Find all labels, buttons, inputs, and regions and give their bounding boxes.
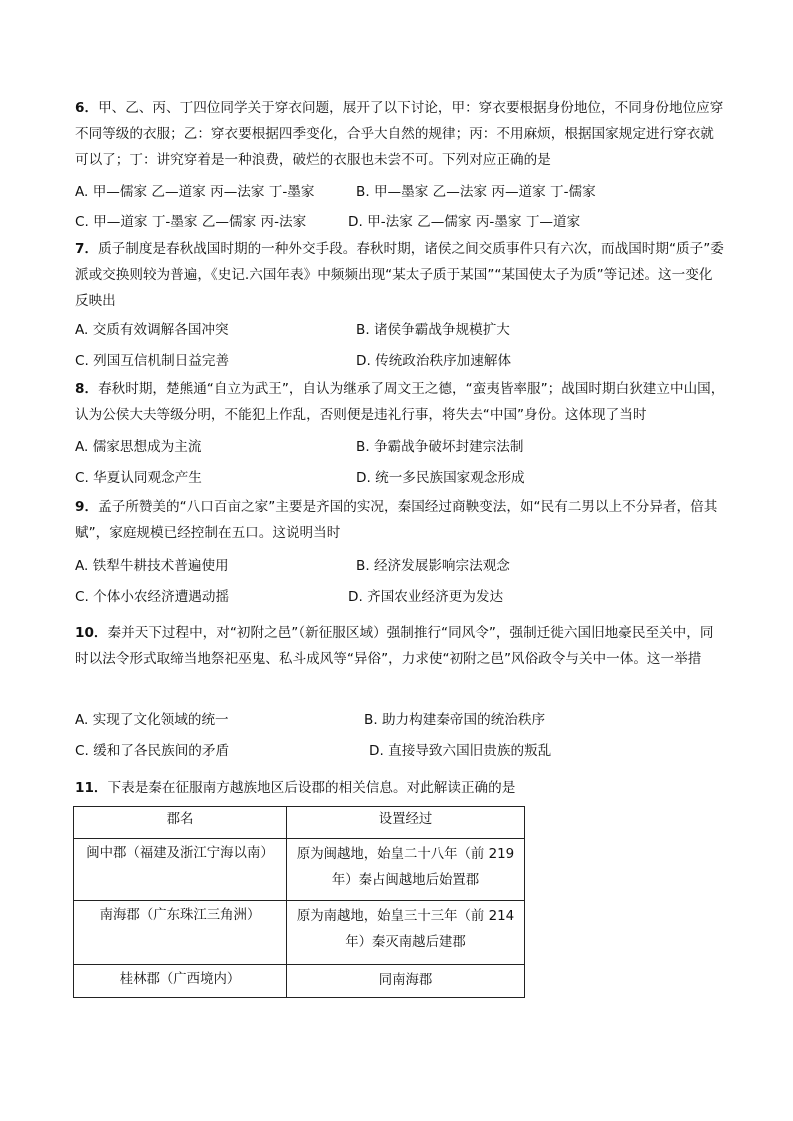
option-b: B. 甲—墨家 乙—法家 丙—道家 丁-儒家 [356, 184, 596, 200]
question-10 [75, 620, 725, 672]
option-b: B. 助力构建秦帝国的统治秩序 [364, 712, 546, 728]
option-b: B. 经济发展影响宗法观念 [356, 558, 510, 574]
option-d: D. 传统政治秩序加速解体 [356, 353, 512, 369]
question-6 [75, 95, 725, 173]
option-a: A. 儒家思想成为主流 [75, 439, 202, 455]
option-c: C. 华夏认同观念产生 [75, 470, 202, 486]
option-a: A. 实现了文化领域的统一 [75, 712, 229, 728]
question-number: 11． [75, 780, 108, 796]
option-d: D. 甲-法家 乙—儒家 丙-墨家 丁—道家 [348, 214, 581, 230]
option-c: C. 甲—道家 丁-墨家 乙—儒家 丙-法家 [75, 214, 307, 230]
column-header: 设置经过 [287, 807, 525, 839]
option-d: D. 统一多民族国家观念形成 [356, 470, 525, 486]
table-cell: 桂林郡（广西境内） [74, 965, 287, 998]
column-header: 郡名 [74, 807, 287, 839]
table-cell: 南海郡（广东珠江三角洲） [74, 901, 287, 965]
option-d: D. 直接导致六国旧贵族的叛乱 [369, 743, 552, 759]
question-stem: 孟子所赞美的“八口百亩之家”主要是齐国的实况，秦国经过商鞅变法，如“民有二男以上不分异者，倍其赋”，家庭规模已经控制在五口。这说明当时 [75, 499, 718, 541]
table-cell: 原为闽越地，始皇二十八年（前 219 年）秦占闽越地后始置郡 [287, 839, 525, 901]
option-c: C. 个体小农经济遭遇动摇 [75, 589, 230, 605]
table-cell: 同南海郡 [287, 965, 525, 998]
option-a: A. 铁犁牛耕技术普遍使用 [75, 558, 229, 574]
question-stem: 质子制度是春秋战国时期的一种外交手段。春秋时期，诸侯之间交质事件只有六次，而战国时期“质子”委派或交换则较为普遍，《史记.六国年表》中频频出现“某太子质于某国”“某国使太子为质”等记述。这一变化反映出 [75, 241, 724, 309]
table-row [74, 839, 525, 901]
question-8 [75, 376, 725, 428]
table-cell: 闽中郡（福建及浙江宁海以南） [74, 839, 287, 901]
question-number: 7． [75, 241, 99, 257]
question-stem: 春秋时期，楚熊通“自立为武王”，自认为继承了周文王之德，“蛮夷皆率服”；战国时期白狄建立中山国，认为公侯大夫等级分明，不能犯上作乱，否则便是违礼行事，将失去“中国”身份。这体现了当时 [75, 381, 725, 423]
option-b: B. 诸侯争霸战争规模扩大 [356, 322, 510, 338]
question-number: 6． [75, 100, 99, 116]
question-9 [75, 494, 725, 546]
option-c: C. 列国互信机制日益完善 [75, 353, 230, 369]
commandery-table [73, 806, 525, 998]
question-7 [75, 236, 725, 314]
question-11 [75, 775, 725, 801]
option-a: A. 交质有效调解各国冲突 [75, 322, 229, 338]
question-number: 10． [75, 625, 108, 641]
table-row [74, 965, 525, 998]
question-stem: 甲、乙、丙、丁四位同学关于穿衣问题，展开了以下讨论，甲：穿衣要根据身份地位，不同身份地位应穿不同等级的衣服；乙：穿衣要根据四季变化，合乎大自然的规律；丙：不用麻烦，根据国家规定进行穿衣就可以了；丁：讲究穿着是一种浪费，破烂的衣服也未尝不可。下列对应正确的是 [75, 100, 724, 168]
question-stem: 下表是秦在征服南方越族地区后设郡的相关信息。对此解读正确的是 [107, 780, 516, 796]
option-c: C. 缓和了各民族间的矛盾 [75, 743, 230, 759]
question-number: 9． [75, 499, 99, 515]
table-row [74, 901, 525, 965]
question-number: 8． [75, 381, 99, 397]
option-b: B. 争霸战争破坏封建宗法制 [356, 439, 524, 455]
table-header-row [74, 807, 525, 839]
option-a: A. 甲—儒家 乙—道家 丙—法家 丁-墨家 [75, 184, 315, 200]
question-stem: 秦并天下过程中，对“初附之邑”（新征服区域）强制推行“同风令”，强制迁徙六国旧地豪民至关中，同时以法令形式取缔当地祭祀巫鬼、私斗成风等“异俗”，力求使“初附之邑”风俗政令与关中一体。这一举措 [75, 625, 714, 667]
table-cell: 原为南越地，始皇三十三年（前 214 年）秦灭南越后建郡 [287, 901, 525, 965]
option-d: D. 齐国农业经济更为发达 [348, 589, 504, 605]
